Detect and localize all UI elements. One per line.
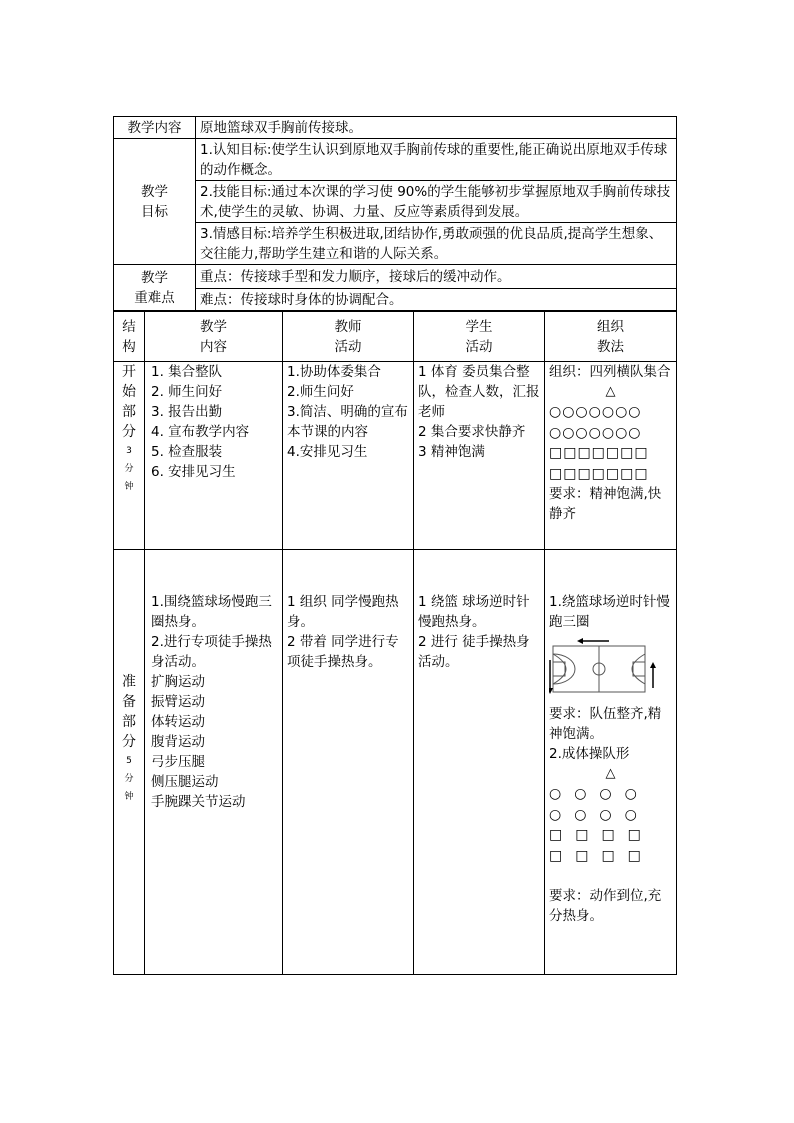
section2-label <box>114 550 145 975</box>
basketball-court-diagram <box>549 636 661 698</box>
list-item: 1.协助体委集合 <box>287 364 381 380</box>
header-student <box>414 312 545 362</box>
list-item: 6. 安排见习生 <box>151 464 236 480</box>
spacer <box>549 866 672 886</box>
keypoints-label-line2: 重难点 <box>134 289 175 306</box>
formation-row: □□□□□□□ <box>549 445 649 461</box>
list-item: 3 精神饱满 <box>418 444 485 460</box>
list-item: 1. 集合整队 <box>151 364 223 380</box>
formation-row: ○○○○ <box>549 806 650 823</box>
section1-label-1: 开 <box>122 364 136 380</box>
list-item: 1.围绕篮球场慢跑三圈热身。 <box>151 594 272 630</box>
basketball-court-icon <box>549 636 661 698</box>
list-item: 弓步压腿 <box>151 754 205 770</box>
list-item: 4. 宣布教学内容 <box>151 424 250 440</box>
section2-label-1: 准 <box>122 674 136 690</box>
header-teacher-1: 教师 <box>334 318 362 335</box>
section2-label-3: 部 <box>122 714 136 730</box>
section1-unit-1: 分 <box>124 464 134 474</box>
objectives-label-line1: 教学 <box>141 183 168 200</box>
list-item: 2.进行专项徒手操热身活动。 <box>151 634 272 670</box>
content-value: 原地篮球双手胸前传接球。 <box>196 117 677 139</box>
list-item: 体转运动 <box>151 714 205 730</box>
section2-content <box>145 550 283 975</box>
objectives-label-line2: 目标 <box>141 203 168 220</box>
formation-row: ○○○○○○○ <box>549 404 642 420</box>
keypoints-label-line1: 教学 <box>141 269 168 286</box>
section2-teacher <box>283 550 414 975</box>
header-student-1: 学生 <box>465 318 493 335</box>
header-method-2: 教法 <box>597 338 624 355</box>
section2-unit-1: 分 <box>124 774 134 784</box>
teacher-position-triangle: △ <box>605 384 616 399</box>
list-item: 2. 师生问好 <box>151 384 223 400</box>
content-label: 教学内容 <box>114 117 196 139</box>
header-method-1: 组织 <box>597 318 624 335</box>
lesson-info-table <box>113 116 677 311</box>
section1-minutes: 3 <box>126 446 132 456</box>
list-item: 1 绕篮 球场逆时针慢跑热身。 <box>418 594 530 630</box>
header-content <box>145 312 283 362</box>
header-structure-1: 结 <box>122 318 136 335</box>
keypoints-label <box>114 265 196 311</box>
method-step-2: 2.成体操队形 <box>549 746 630 762</box>
lesson-plan-table <box>113 311 677 975</box>
method-step-1: 1.绕篮球场逆时针慢跑三圈 <box>549 594 670 630</box>
header-structure-2: 构 <box>122 338 136 355</box>
section1-unit-2: 钟 <box>124 482 134 492</box>
section1-method <box>545 362 677 550</box>
section2-unit-2: 钟 <box>124 792 134 802</box>
section1-label-4: 分 <box>122 424 136 440</box>
teacher-position-triangle: △ <box>605 766 616 781</box>
list-item: 3. 报告出勤 <box>151 404 223 420</box>
header-content-1: 教学 <box>200 318 227 335</box>
list-item: 腹背运动 <box>151 734 205 750</box>
list-item: 5. 检查服装 <box>151 444 223 460</box>
list-item: 1 组织 同学慢跑热身。 <box>287 594 399 630</box>
section1-label <box>114 362 145 550</box>
formation-row: ○○○○○○○ <box>549 424 642 441</box>
formation-row: ○○○○ <box>549 786 650 802</box>
section1-student <box>414 362 545 550</box>
objective-skill: 2.技能目标:通过本次课的学习使 90%的学生能够初步掌握原地双手胸前传球技术,使学生的灵敏、协调、力量、反应等素质得到发展。 <box>196 181 677 223</box>
list-item: 2 带着 同学进行专项徒手操热身。 <box>287 634 399 670</box>
header-content-2: 内容 <box>200 338 227 355</box>
list-item: 手腕踝关节运动 <box>151 794 246 810</box>
objective-affective: 3.情感目标:培养学生积极进取,团结协作,勇敢顽强的优良品质,提高学生想象、交往能力,帮助学生建立和谐的人际关系。 <box>196 223 677 265</box>
formation-row: □□□□ <box>549 847 654 864</box>
requirement-text: 要求：精神饱满,快静齐 <box>549 486 662 522</box>
objective-cognitive: 1.认知目标:使学生认识到原地双手胸前传球的重要性,能正确说出原地双手传球的动作概念。 <box>196 139 677 181</box>
list-item: 2 集合要求快静齐 <box>418 424 526 440</box>
section1-label-3: 部 <box>122 404 136 420</box>
section1-content <box>145 362 283 550</box>
section2-label-2: 备 <box>122 694 136 710</box>
list-item: 扩胸运动 <box>151 674 205 690</box>
formation-description: 组织：四列横队集合 <box>549 364 671 380</box>
objectives-label <box>114 139 196 265</box>
formation-row: □□□□ <box>549 827 654 843</box>
header-structure <box>114 312 145 362</box>
header-teacher <box>283 312 414 362</box>
list-item: 侧压腿运动 <box>151 774 219 790</box>
list-item: 振臂运动 <box>151 694 205 710</box>
formation-row: □□□□□□□ <box>549 465 649 482</box>
section1-label-2: 始 <box>122 384 136 400</box>
header-teacher-2: 活动 <box>334 338 362 355</box>
key-point: 重点：传接球手型和发力顺序，接球后的缓冲动作。 <box>196 265 677 289</box>
difficult-point: 难点：传接球时身体的协调配合。 <box>196 289 677 311</box>
list-item: 4.安排见习生 <box>287 444 368 460</box>
list-item: 2.师生问好 <box>287 384 354 400</box>
list-item: 1 体育 委员集合整队，检查人数，汇报老师 <box>418 364 540 420</box>
section2-label-4: 分 <box>122 734 136 750</box>
section2-method <box>545 550 677 975</box>
section1-teacher <box>283 362 414 550</box>
section2-minutes: 5 <box>126 756 132 766</box>
requirement-text: 要求：队伍整齐,精神饱满。 <box>549 706 662 742</box>
requirement-text: 要求：动作到位,充分热身。 <box>549 888 662 924</box>
header-student-2: 活动 <box>465 338 493 355</box>
list-item: 2 进行 徒手操热身活动。 <box>418 634 530 670</box>
list-item: 3.简洁、明确的宣布本节课的内容 <box>287 404 408 440</box>
section2-student <box>414 550 545 975</box>
header-method <box>545 312 677 362</box>
